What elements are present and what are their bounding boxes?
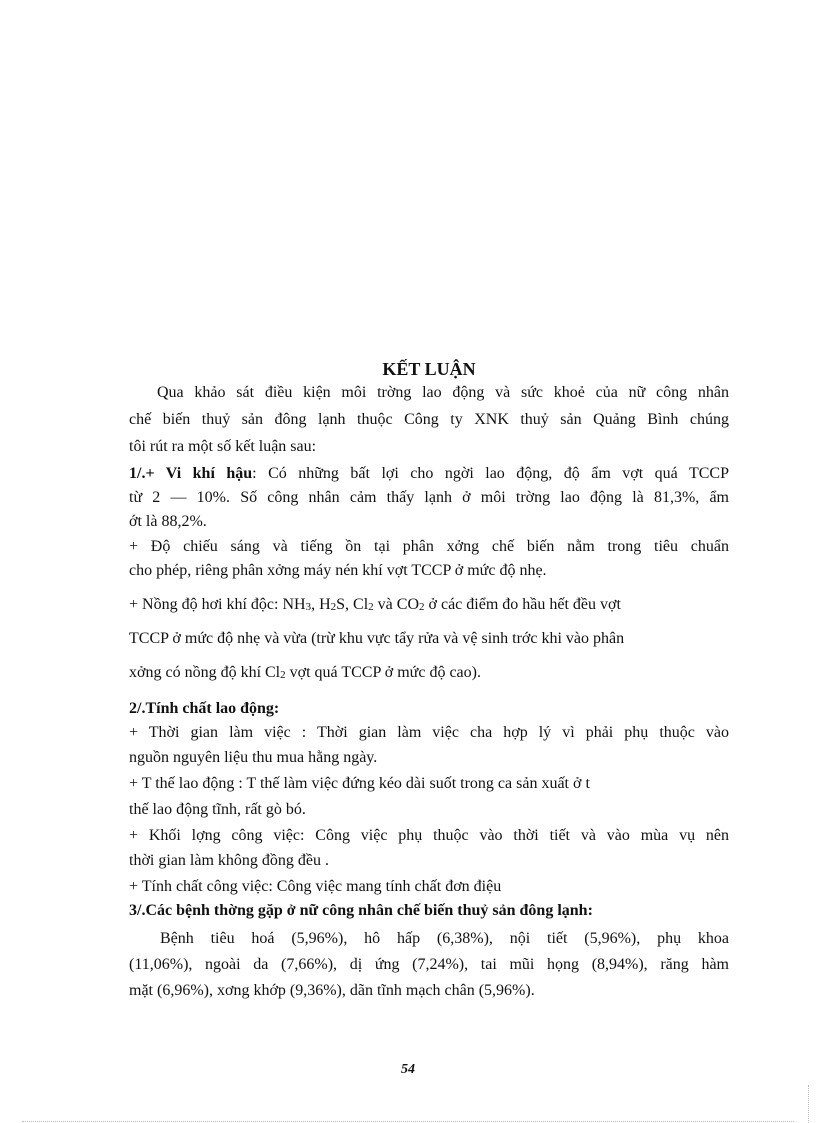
section-2-line-5: + Khối lợng công việc: Công việc phụ thuộc vào thời tiết và vào mùa vụ nên xyxy=(129,827,729,844)
section-1-heading: 1/.+ Vi khí hậu xyxy=(129,465,253,482)
section-1-line-6: + Nồng độ hơi khí độc: NH3, H2S, Cl2 và CO2 ở các điểm đo hầu hết đều vợt xyxy=(129,596,621,613)
page-title: KẾT LUẬN xyxy=(382,359,476,379)
section-1-line-1: 1/.+ Vi khí hậu: Có những bất lợi cho ngời lao động, độ ẩm vợt quá TCCP xyxy=(129,465,729,482)
section-2-heading: 2/.Tính chất lao động: xyxy=(129,700,280,717)
section-1-line-5: cho phép, riêng phân xởng máy nén khí vợt TCCP ở mức độ nhẹ. xyxy=(129,562,547,579)
section-2-line-4: thế lao động tĩnh, rất gò bó. xyxy=(129,801,306,818)
section-1-line-3: ớt là 88,2%. xyxy=(129,513,207,530)
section-3-heading: 3/.Các bệnh thờng gặp ở nữ công nhân chế biến thuỷ sản đông lạnh: xyxy=(129,902,593,919)
section-3-line-2: (11,06%), ngoài da (7,66%), dị ứng (7,24%), tai mũi họng (8,94%), răng hàm xyxy=(129,956,729,973)
intro-line-3: tôi rút ra một số kết luận sau: xyxy=(129,438,317,455)
section-2-line-1: + Thời gian làm việc : Thời gian làm việc cha hợp lý vì phải phụ thuộc vào xyxy=(129,724,729,741)
section-3-line-3: mặt (6,96%), xơng khớp (9,36%), dãn tĩnh mạch chân (5,96%). xyxy=(129,982,535,999)
page-number: 54 xyxy=(401,1062,415,1077)
section-1-line-2: từ 2 — 10%. Số công nhân cảm thấy lạnh ở môi trờng lao động là 81,3%, ẩm xyxy=(129,489,729,506)
section-2-line-2: nguồn nguyên liệu thu mua hằng ngày. xyxy=(129,749,378,766)
section-2-line-3: + T thế lao động : T thế làm việc đứng kéo dài suốt trong ca sản xuất ở t xyxy=(129,775,590,792)
page-right-border xyxy=(808,1085,809,1123)
page-bottom-border xyxy=(22,1121,794,1122)
intro-line-1: Qua khảo sát điều kiện môi trờng lao động và sức khoẻ của nữ công nhân xyxy=(157,384,729,401)
section-1-line-4: + Độ chiếu sáng và tiếng ồn tại phân xởng chế biến nằm trong tiêu chuẩn xyxy=(129,538,729,555)
section-2-line-6: thời gian làm không đồng đều . xyxy=(129,852,329,869)
section-1-line-7: TCCP ở mức độ nhẹ và vừa (trừ khu vực tẩy rửa và vệ sinh trớc khi vào phân xyxy=(129,630,625,647)
intro-line-2: chế biến thuỷ sản đông lạnh thuộc Công ty XNK thuỷ sản Quảng Bình chúng xyxy=(129,411,729,428)
section-2-line-7: + Tính chất công việc: Công việc mang tính chất đơn điệu xyxy=(129,878,502,895)
section-3-line-1: Bệnh tiêu hoá (5,96%), hô hấp (6,38%), nội tiết (5,96%), phụ khoa xyxy=(160,930,729,947)
section-1-line-8: xởng có nồng độ khí Cl2 vợt quá TCCP ở mức độ cao). xyxy=(129,664,481,681)
